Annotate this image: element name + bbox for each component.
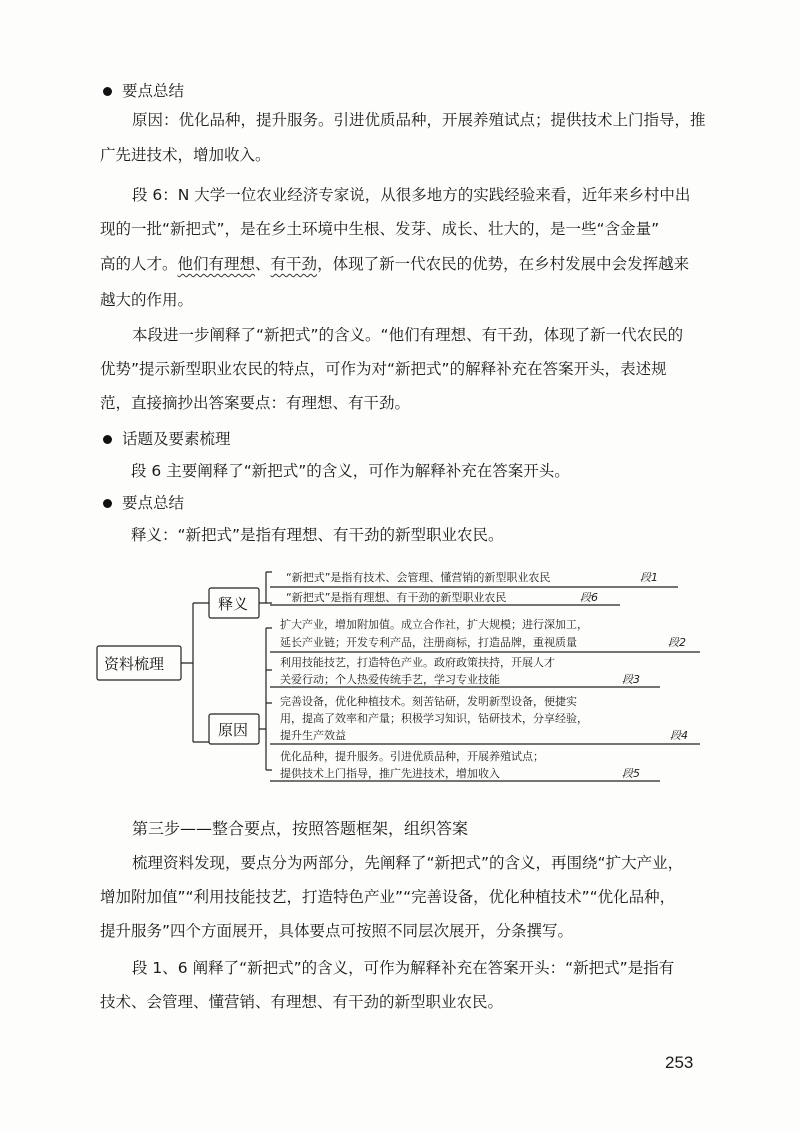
step-line: 梳理资料发现，要点分为两部分，先阐释了“新把式”的含义，再围绕“扩大产业， [132, 854, 684, 872]
analysis-line: 本段进一步阐释了“新把式”的含义。“他们有理想、有干劲，体现了新一代农民的 [132, 326, 684, 344]
step-title: 第三步——整合要点，按照答题框架，组织答案 [132, 819, 469, 838]
summary-text: 释义：“新把式”是指有理想、有干劲的新型职业农民。 [131, 526, 504, 544]
bullet-heading-topic: 话题及要素梳理 [122, 430, 231, 448]
mind-map [0, 558, 800, 798]
paragraph-tag: 段6 [580, 591, 598, 604]
paragraph-tag: 段2 [668, 636, 686, 649]
step-line: 增加附加值”“利用技能技艺，打造特色产业”“完善设备，优化种植技术”“优化品种， [100, 888, 676, 906]
paragraph-tag: 段3 [622, 673, 640, 686]
page-number: 253 [665, 1053, 694, 1072]
paragraph-tag: 段4 [670, 729, 688, 742]
paragraph-6-line [100, 254, 689, 274]
meaning-item: “新把式”是指有技术、会管理、懂营销的新型职业农民 [286, 571, 551, 584]
reason-item-line: 提升生产效益 [280, 729, 346, 742]
text-line: 原因：优化品种，提升服务。引进优质品种，开展养殖试点；提供技术上门指导，推 [132, 111, 706, 129]
reason-item-line: 完善设备，优化种植技术。刻苦钻研，发明新型设备，便捷实 [280, 695, 577, 708]
reason-label: 原因 [218, 721, 249, 739]
underlined-phrase: 有干劲 [270, 255, 318, 273]
paragraph-tag: 段1 [640, 571, 658, 584]
paragraph-6-line: 越大的作用。 [100, 291, 194, 309]
reason-item-line: 扩大产业，增加附加值。成立合作社，扩大规模；进行深加工， [280, 618, 588, 631]
text-line: 广先进技术，增加收入。 [100, 146, 271, 164]
text-fragment: ，体现了新一代农民的优势，在乡村发展中会发挥越来 [317, 255, 690, 273]
meaning-item: “新把式”是指有理想、有干劲的新型职业农民 [286, 591, 507, 604]
analysis-line: 范，直接摘抄出答案要点：有理想、有干劲。 [100, 394, 411, 412]
root-connector [181, 603, 209, 742]
paragraph-6-line: 现的一批“新把式”，是在乡土环境中生根、发芽、成长、壮大的，是一些“含金量” [100, 220, 660, 238]
bullet-heading-summary: 要点总结 [122, 82, 185, 100]
topic-text: 段 6 主要阐释了“新把式”的含义，可作为解释补充在答案开头。 [131, 462, 570, 480]
bullet-dot [103, 499, 112, 508]
analysis-line: 优势”提示新型职业农民的特点，可作为对“新把式”的解释补充在答案开头，表述规 [100, 360, 667, 378]
reason-item-line: 延长产业链；开发专利产品，注册商标，打造品牌，重视质量 [280, 636, 577, 649]
final-line: 技术、会管理、懂营销、有理想、有干劲的新型职业农民。 [100, 993, 504, 1011]
bullet-dot [103, 87, 112, 96]
meaning-label: 释义 [218, 595, 249, 613]
reason-item-line: 提供技术上门指导，推广先进技术，增加收入 [280, 767, 500, 780]
paragraph-6-line: 段 6：N 大学一位农业经济专家说，从很多地方的实践经验来看，近年来乡村中出 [132, 186, 691, 204]
bullet-heading-summary: 要点总结 [122, 494, 185, 512]
root-label: 资料梳理 [104, 655, 165, 673]
final-line: 段 1、6 阐释了“新把式”的含义，可作为解释补充在答案开头：“新把式”是指有 [132, 959, 675, 977]
reason-item-line: 关爱行动；个人热爱传统手艺，学习专业技能 [280, 673, 500, 686]
reason-item-line: 利用技能技艺，打造特色产业。政府政策扶持，开展人才 [280, 656, 555, 669]
reason-item-line: 优化品种，提升服务。引进优质品种，开展养殖试点； [280, 750, 544, 763]
text-fragment: 高的人才。 [100, 255, 178, 273]
step-line: 提升服务”四个方面展开，具体要点可按照不同层次展开，分条撰写。 [100, 922, 574, 940]
text-fragment: 、 [255, 255, 271, 273]
underlined-phrase: 他们有理想 [177, 255, 256, 273]
paragraph-tag: 段5 [622, 767, 640, 780]
bullet-dot [103, 435, 112, 444]
reason-item-line: 用，提高了效率和产量；积极学习知识，钻研技术，分享经验， [280, 712, 588, 725]
reason-connector [259, 628, 272, 770]
